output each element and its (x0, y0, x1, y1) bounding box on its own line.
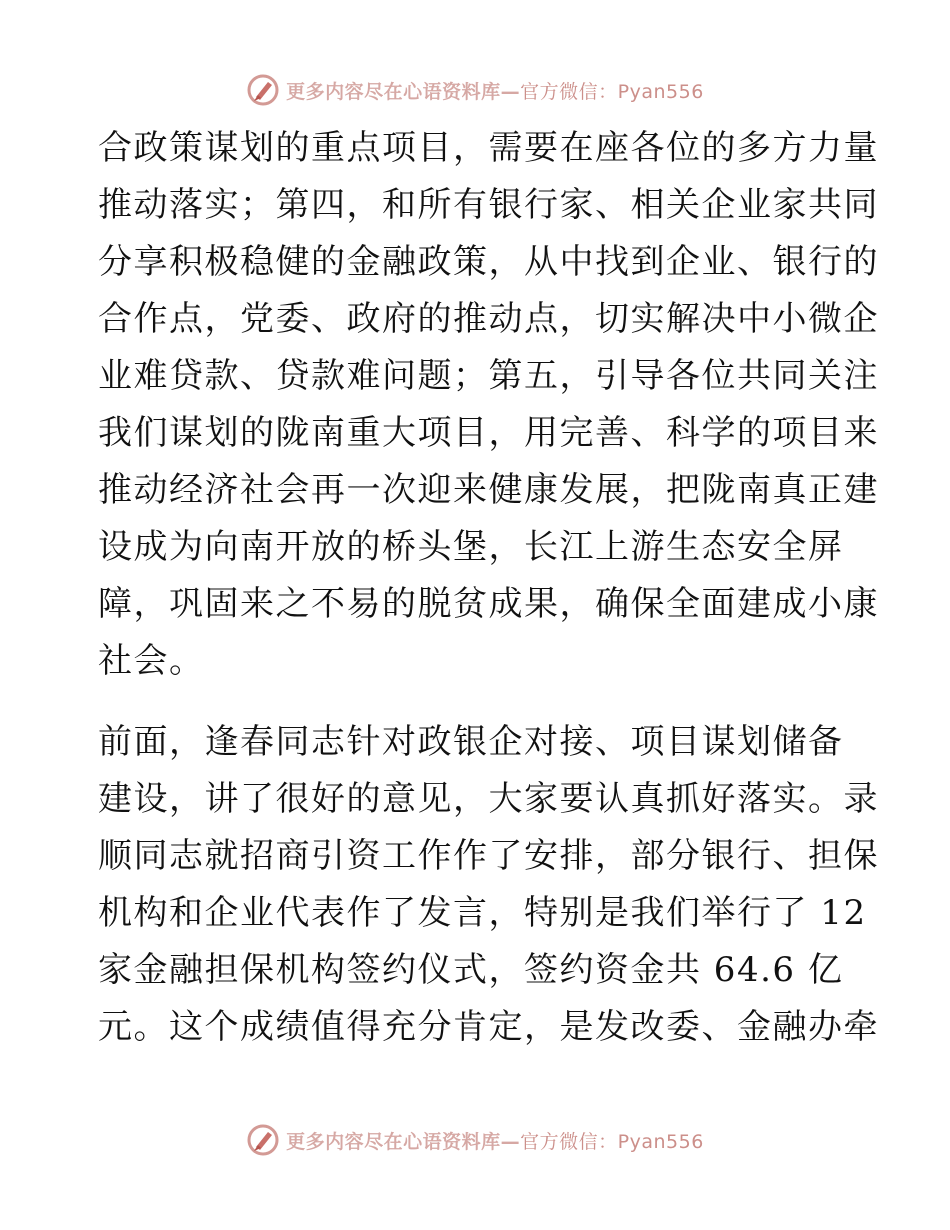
text-line: 建设，讲了很好的意见，大家要认真抓好落实。录 (98, 779, 879, 819)
text-line: 推动经济社会再一次迎来健康发展，把陇南真正建 (98, 470, 879, 510)
paragraph-1 (98, 120, 879, 690)
footer-watermark (0, 1120, 950, 1160)
text-line: 业难贷款、贷款难问题；第五，引导各位共同关注 (98, 356, 879, 396)
text-line: 元。这个成绩值得充分肯定，是发改委、金融办牵 (98, 1007, 879, 1047)
text-line: 合作点，党委、政府的推动点，切实解决中小微企 (98, 299, 879, 339)
text-line: 社会。 (98, 641, 205, 681)
text-line: 分享积极稳健的金融政策，从中找到企业、银行的 (98, 242, 879, 282)
fountain-pen-seal-icon (246, 73, 280, 107)
paragraph-2 (98, 714, 879, 1056)
text-line: 我们谋划的陇南重大项目，用完善、科学的项目来 (98, 413, 879, 453)
watermark-text: 更多内容尽在心语资料库—官方微信：Pyan556 (286, 1130, 704, 1153)
document-body (98, 120, 879, 1056)
fountain-pen-seal-icon (246, 1123, 280, 1157)
watermark-text: 更多内容尽在心语资料库—官方微信：Pyan556 (286, 80, 704, 103)
text-line: 顺同志就招商引资工作作了安排，部分银行、担保 (98, 836, 879, 876)
text-line: 障，巩固来之不易的脱贫成果，确保全面建成小康 (98, 584, 879, 624)
text-line: 推动落实；第四，和所有银行家、相关企业家共同 (98, 185, 879, 225)
text-line: 机构和企业代表作了发言，特别是我们举行了 12 (98, 893, 867, 933)
paragraph-spacer (98, 690, 858, 714)
text-line: 前面，逢春同志针对政银企对接、项目谋划储备 (98, 722, 844, 762)
text-line: 家金融担保机构签约仪式，签约资金共 64.6 亿 (98, 950, 844, 990)
text-line: 设成为向南开放的桥头堡，长江上游生态安全屏 (98, 527, 844, 567)
text-line: 合政策谋划的重点项目，需要在座各位的多方力量 (98, 128, 879, 168)
header-watermark (0, 70, 950, 110)
